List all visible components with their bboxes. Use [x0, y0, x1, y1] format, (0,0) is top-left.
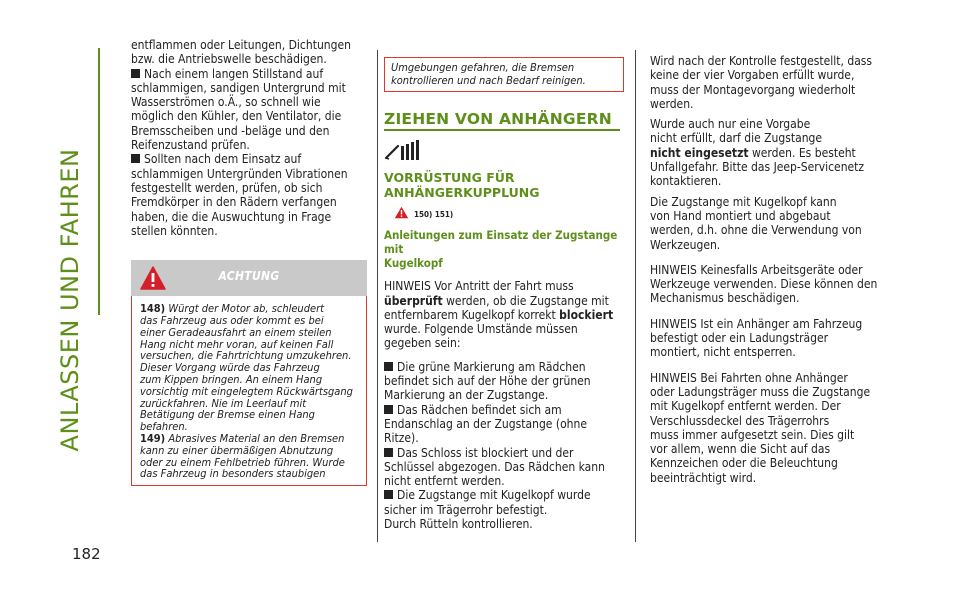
column-divider [377, 50, 378, 542]
warning-block [131, 260, 367, 486]
column-divider [635, 50, 636, 542]
column-1 [131, 38, 367, 486]
subsection-title: VORRÜSTUNG FÜR ANHÄNGERKUPPLUNG [384, 170, 540, 201]
warning-continuation-box: Umgebungen gefahren, die Bremsen kontrollieren und nach Bedarf reinigen. [384, 57, 624, 92]
reference-row [384, 206, 624, 222]
paragraph: HINWEIS Ist ein Anhänger am Fahrzeug befestigt oder ein Ladungsträger montiert, nicht entsperren. [650, 316, 863, 360]
bullet-square-icon [384, 448, 393, 457]
bullet-item: Die Zugstange mit Kugelkopf wurde sicher im Trägerrohr befestigt. Durch Rütteln kontrollieren. [384, 488, 591, 532]
chapter-rule [98, 48, 100, 315]
paragraph: HINWEIS Vor Antritt der Fahrt muss überprüft werden, ob die Zugstange mit entfernbarem Kugelkopf korrekt blockiert wurde. Folgende Umstände müssen gegeben sein: [384, 279, 614, 351]
chapter-title-text: ANLASSEN UND FAHREN [56, 148, 84, 452]
paragraph: Die Zugstange mit Kugelkopf kann von Hand montiert und abgebaut werden, d.h. ohne die Verwendung von Werkzeugen. [650, 194, 862, 252]
bullet-square-icon [384, 490, 393, 499]
pen-document-icon [384, 140, 426, 162]
bullet-square-icon [131, 69, 140, 78]
bullet-item: Sollten nach dem Einsatz auf schlammigen Untergründen Vibrationen festgestellt werden, prüfen, ob sich Fremdkörper in den Rädern verfangen haben, die die Auswuchtung in Frage stellen könnten. [131, 152, 348, 238]
section-heading [384, 112, 624, 131]
column-2 [384, 57, 624, 531]
bullet-item: Das Rädchen befindet sich am Endanschlag an der Zugstange (ohne Ritze). [384, 402, 588, 446]
bullet-item: Nach einem langen Stillstand auf schlammigen, sandigen Untergrund mit Wasserströmen o.Ä., so schnell wie möglich den Kühler, den Ventilator, die Bremsscheiben und -beläge und den Reifenzustand prüfen. [131, 66, 346, 153]
bullet-square-icon [384, 362, 393, 371]
paragraph: Wird nach der Kontrolle festgestellt, dass keine der vier Vorgaben erfüllt wurde, muss der Montagevorgang wiederholt werden. [650, 54, 873, 111]
paragraph: HINWEIS Keinesfalls Arbeitsgeräte oder Werkzeuge verwenden. Diese können den Mechanismus beschädigen. [650, 262, 878, 306]
bullet-item: Die grüne Markierung am Rädchen befindet sich auf der Höhe der grünen Markierung an der Zugstange. [384, 359, 591, 403]
instruction-heading: Anleitungen zum Einsatz der Zugstange mit Kugelkopf [384, 228, 618, 271]
bullet-square-icon [131, 154, 140, 163]
bullet-item: Das Schloss ist blockiert und der Schlüssel abgezogen. Das Rädchen kann nicht entfernt werden. [384, 445, 605, 489]
page-number: 182 [72, 545, 101, 563]
warning-header [131, 260, 367, 296]
warning-item-149: 149) Abrasives Material an den Bremsen kann zu einer übermäßigen Abnutzung oder zu einem Fehlbetrieb führen. Wurde das Fahrzeug in besonders staubigen [140, 431, 345, 481]
column-3 [650, 54, 890, 485]
warning-text [131, 296, 367, 486]
bullet-square-icon [384, 405, 393, 414]
paragraph: Wurde auch nur eine Vorgabe nicht erfüllt, darf die Zugstange nicht eingesetzt werden. Es besteht Unfallgefahr. Bitte das Jeep-Servicenetz kontaktieren. [650, 117, 865, 189]
paragraph: entflammen oder Leitungen, Dichtungen bzw. die Antriebswelle beschädigen. [131, 38, 351, 67]
paragraph: HINWEIS Bei Fahrten ohne Anhänger oder Ladungsträger muss die Zugstange mit Kugelkopf entfernt werden. Der Verschlussdeckel des Trägerrohrs muss immer aufgesetzt sein. Dies gilt vor allem, wenn die Sicht auf das Kennzeichen oder die Beleuchtung beeinträchtigt wird. [650, 370, 871, 485]
warning-triangle-icon [394, 206, 409, 219]
note-references: 150) 151) [414, 210, 454, 220]
section-underline [384, 129, 620, 131]
warning-item-148: 148) Würgt der Motor ab, schleudert das Fahrzeug aus oder kommt es bei einer Geradeausfahrt an einem steilen Hang nicht mehr voran, auf keinen Fall versuchen, die Fahrtrichtung umzukehren. Dieser Vorgang würde das Fahrzeug zum Kippen bringen. An einem Hang vorsichtig mit eingelegtem Rückwärtsgang zurückfahren. Nie im Leerlauf mit Betätigung der Bremse einen Hang befahren. [140, 302, 353, 434]
warning-label: ACHTUNG [218, 269, 280, 284]
section-title: ZIEHEN VON ANHÄNGERN [384, 110, 612, 128]
